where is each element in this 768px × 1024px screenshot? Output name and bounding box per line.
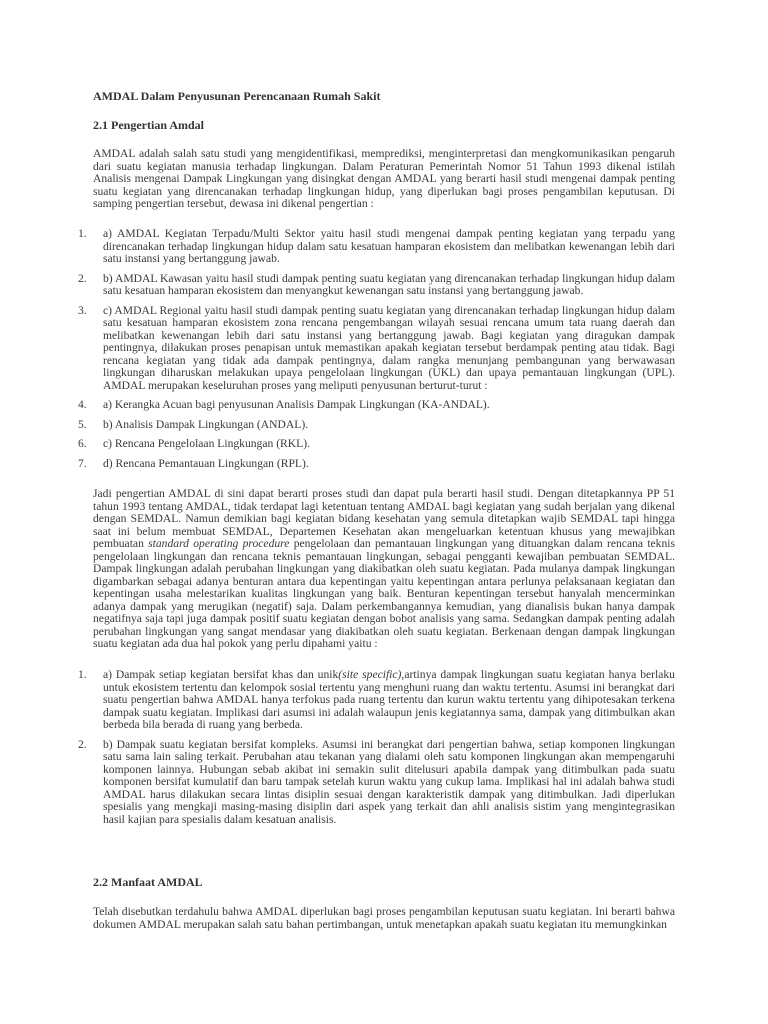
list-item [0, 458, 768, 471]
section-heading-manfaat: 2.2 Manfaat AMDAL [93, 875, 203, 889]
document-title: AMDAL Dalam Penyusunan Perencanaan Rumah Sakit [93, 89, 381, 103]
italic-term: (site specific) [338, 668, 402, 681]
list-item-text: b) Analisis Dampak Lingkungan (ANDAL). [103, 417, 309, 431]
list-item-text: a) Kerangka Acuan bagi penyusunan Analisis Dampak Lingkungan (KA-ANDAL). [103, 398, 490, 411]
list-item [0, 305, 768, 393]
list-item-text: c) Rencana Pengelolaan Lingkungan (RKL). [103, 437, 311, 450]
list-item-text: d) Rencana Pemantauan Lingkungan (RPL). [103, 456, 309, 470]
list-item [0, 739, 768, 827]
list-number: 1. [78, 227, 87, 240]
section-heading-pengertian: 2.1 Pengertian Amdal [93, 118, 204, 132]
list-number: 6. [78, 437, 87, 450]
list-item-text-part: a) Dampak setiap kegiatan bersifat khas dan unik [103, 668, 339, 681]
impact-list [0, 669, 768, 826]
list-item [0, 399, 768, 412]
italic-term: standard operating procedure [148, 537, 290, 550]
list-number: 3. [78, 303, 87, 317]
list-item-text: a) AMDAL Kegiatan Terpadu/Multi Sektor yaitu hasil studi mengenai dampak penting kegiatan yang terpadu yang direncanakan terhadap lingkungan hidup dalam satu kesatuan hamparan ekosistem dan melibatkan kewenangan lebih dari satu instansi yang bertanggung jawab. [103, 227, 675, 265]
list-number: 2. [78, 737, 87, 751]
list-item [0, 438, 768, 451]
list-item-text [103, 669, 675, 732]
list-number: 4. [78, 398, 87, 411]
list-item-text-part: b) Dampak suatu kegiatan bersifat kompleks. Asumsi ini berangkat dari pengertian bahwa, setiap komponen lingkungan satu sama lain saling terkait. Perubahan atau tekanan yang dialami oleh satu komponen lingkungan akan mempengaruhi komponen lainnya. Hubungan sebab akibat ini semakin sulit ditelusuri apabila dampak yang ditimbulkan pada suatu komponen bersifat kumulatif dan baru tampak setelah kurun waktu yang cukup lama. Implikasi hal ini adalah bahwa studi AMDAL harus dilakukan secara lintas disiplin sesuai dengan karakteristik dampak yang ditimbulkan. Jadi diperlukan spesialis yang mengkaji masing-masing disiplin dari aspek yang terkait dan ahli analisis sistim yang mengintegrasikan hasil kajian para spesialis dalam kesatuan analisis. [103, 737, 675, 826]
list-item-text: c) AMDAL Regional yaitu hasil studi dampak penting suatu kegiatan yang direncanakan terhadap lingkungan hidup dalam satu kesatuan hamparan ekosistem zona rencana pengembangan wilayah sesuai rencana umum tata ruang daerah dan melibatkan kewenangan lebih dari satu instansi yang bertanggung jawab. Bagi kegiatan yang diragukan dampak pentingnya, dilakukan proses penapisan untuk memastikan apakah kegiatan tersebut berdampak penting atau tidak. Bagi rencana kegiatan yang tidak ada dampak pentingnya, dalam rangka menunjang pembangunan yang berwawasan lingkungan diharuskan melakukan upaya pengelolaan lingkungan (UKL) dan upaya pemantauan lingkungan (UPL). AMDAL merupakan keseluruhan proses yang meliputi penyusunan berturut-turut : [103, 303, 675, 392]
list-item [0, 228, 768, 266]
list-number: 5. [78, 417, 87, 431]
paragraph-text: pengelolaan dan pemantauan lingkungan yang dituangkan dalam rencana teknis pengelolaan lingkungan dan rencana teknis pemantauan lingkungan, sebagai pengganti kewajiban pembuatan SEMDAL. Dampak lingkungan adalah perubahan lingkungan yang diakibatkan oleh suatu kegiatan. Pada mulanya dampak lingkungan digambarkan sebagai adanya benturan antara dua kepentingan yaitu kepentingan antara perlunya pelaksanaan kegiatan dan kepentingan usaha melestarikan kualitas lingkungan yang baik. Benturan kepentingan tersebut hanyalah mencerminkan adanya dampak yang merugikan (negatif) saja. Dalam perkembangannya kemudian, yang dianalisis bukan hanya dampak negatifnya saja tapi juga dampak positif suatu kegiatan dengan bobot analisis yang sama. Sedangkan dampak penting adalah perubahan lingkungan yang sangat mendasar yang diakibatkan oleh suatu kegiatan. Berkenaan dengan dampak lingkungan suatu kegiatan ada dua hal pokok yang perlu dipahami yaitu : [93, 537, 676, 650]
list-number: 7. [78, 456, 87, 470]
definition-list [0, 228, 768, 470]
intro-paragraph: AMDAL adalah salah satu studi yang mengidentifikasi, memprediksi, menginterpretasi dan mengkomunikasikan pengaruh dari suatu kegiatan manusia terhadap lingkungan. Dalam Peraturan Pemerintah Nomor 51 Tahun 1993 dikenal istilah Analisis mengenai Dampak Lingkungan yang disingkat dengan AMDAL yang berarti hasil studi mengenai dampak penting suatu kegiatan yang direncanakan terhadap lingkungan hidup, yang diperlukan bagi proses pengambilan keputusan. Di samping pengertian tersebut, dewasa ini dikenal pengertian : [93, 147, 675, 210]
list-item-text: b) AMDAL Kawasan yaitu hasil studi dampak penting suatu kegiatan yang direncanakan terhadap lingkungan hidup dalam satu kesatuan hamparan ekosistem dan menyangkut kewenangan satu instansi yang bertanggung jawab. [103, 271, 675, 297]
explanation-paragraph [93, 488, 675, 651]
paragraph-text: Jadi pengertian AMDAL di sini dapat berarti proses studi dan dapat pula berarti hasil studi. Dengan ditetapkannya PP 51 tahun 1993 tentang AMDAL, tidak terdapat lagi ketentuan tentang AMDAL bagi kegiatan yang sudah berjalan yang dikenal dengan SEMDAL. Namun demikian bagi kegiatan bidang kesehatan yang semula ditetapkan wajib SEMDAL tapi hingga saat ini belum membuat SEMDAL, Departemen Kesehatan akan mengeluarkan ketentuan khusus yang mewajibkan pembuatan [93, 487, 675, 550]
list-item [0, 669, 768, 732]
list-item [0, 419, 768, 432]
list-number: 1. [78, 668, 87, 681]
list-item-text-part: ,artinya dampak lingkungan suatu kegiatan hanya berlaku untuk ekosistem tertentu dan kelompok sosial tertentu yang menghuni ruang dan waktu tertentu. Asumsi ini berangkat dari suatu pengertian bahwa AMDAL hanya terfokus pada ruang tertentu dan kurun waktu tertentu yang dihipotesakan terkena dampak suatu kegiatan. Implikasi dari asumsi ini adalah walaupun jenis kegiatannya sama, dampak yang ditimbulkan akan berbeda bila berada di ruang yang berbeda. [103, 668, 675, 731]
benefit-paragraph: Telah disebutkan terdahulu bahwa AMDAL diperlukan bagi proses pengambilan keputusan suatu kegiatan. Ini berarti bahwa dokumen AMDAL merupakan salah satu bahan pertimbangan, untuk menetapkan apakah suatu kegiatan itu memungkinkan [93, 905, 675, 931]
list-item-text [103, 739, 675, 827]
list-item [0, 273, 768, 298]
list-number: 2. [78, 271, 87, 285]
